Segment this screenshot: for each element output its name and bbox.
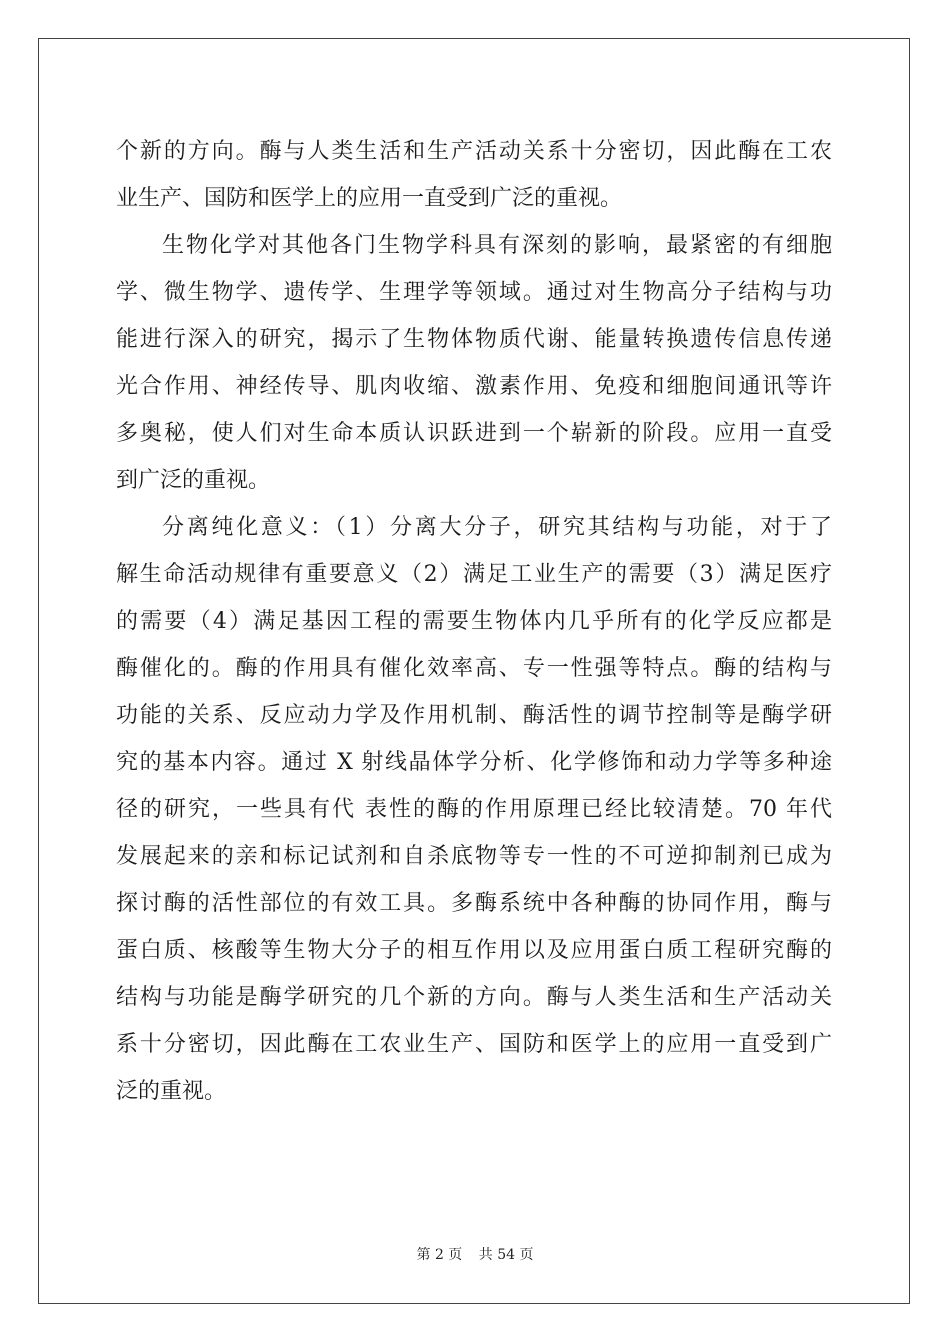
text-line: 径的研究，一些具有代 表性的酶的作用原理已经比较清楚。70 年代 <box>116 797 832 822</box>
page-footer <box>0 1244 950 1264</box>
text-line: 生物化学对其他各门生物学科具有深刻的影响，最紧密的有细胞 <box>162 233 832 258</box>
text-line: 系十分密切，因此酶在工农业生产、国防和医学上的应用一直受到广 <box>116 1032 832 1057</box>
text-line: 解生命活动规律有重要意义（2）满足工业生产的需要（3）满足医疗 <box>116 562 832 587</box>
text-line: 蛋白质、核酸等生物大分子的相互作用以及应用蛋白质工程研究酶的 <box>116 938 832 963</box>
text-line: 结构与功能是酶学研究的几个新的方向。酶与人类生活和生产活动关 <box>116 985 832 1010</box>
page-number: 第 2 页 <box>416 1247 463 1263</box>
text-line: 泛的重视。 <box>116 1079 227 1104</box>
text-line: 光合作用、神经传导、肌肉收缩、激素作用、免疫和细胞间通讯等许 <box>116 374 832 399</box>
text-line: 能进行深入的研究，揭示了生物体物质代谢、能量转换遗传信息传递 <box>116 327 832 352</box>
text-line: 探讨酶的活性部位的有效工具。多酶系统中各种酶的协同作用，酶与 <box>116 891 832 916</box>
document-body <box>116 128 832 1115</box>
text-line: 的需要（4）满足基因工程的需要生物体内几乎所有的化学反应都是 <box>116 609 832 634</box>
page-total: 共 54 页 <box>478 1247 534 1263</box>
text-line: 究的基本内容。通过 X 射线晶体学分析、化学修饰和动力学等多种途 <box>116 750 832 775</box>
text-line: 个新的方向。酶与人类生活和生产活动关系十分密切，因此酶在工农 <box>116 139 832 164</box>
text-line: 业生产、国防和医学上的应用一直受到广泛的重视。 <box>116 186 623 211</box>
text-line: 到广泛的重视。 <box>116 468 271 493</box>
text-line: 功能的关系、反应动力学及作用机制、酶活性的调节控制等是酶学研 <box>116 703 832 728</box>
text-line: 分离纯化意义：（1）分离大分子，研究其结构与功能，对于了 <box>162 515 832 540</box>
text-line: 发展起来的亲和标记试剂和自杀底物等专一性的不可逆抑制剂已成为 <box>116 844 832 869</box>
text-line: 学、微生物学、遗传学、生理学等领域。通过对生物高分子结构与功 <box>116 280 832 305</box>
text-line: 多奥秘，使人们对生命本质认识跃进到一个崭新的阶段。应用一直受 <box>116 421 832 446</box>
text-line: 酶催化的。酶的作用具有催化效率高、专一性强等特点。酶的结构与 <box>116 656 832 681</box>
